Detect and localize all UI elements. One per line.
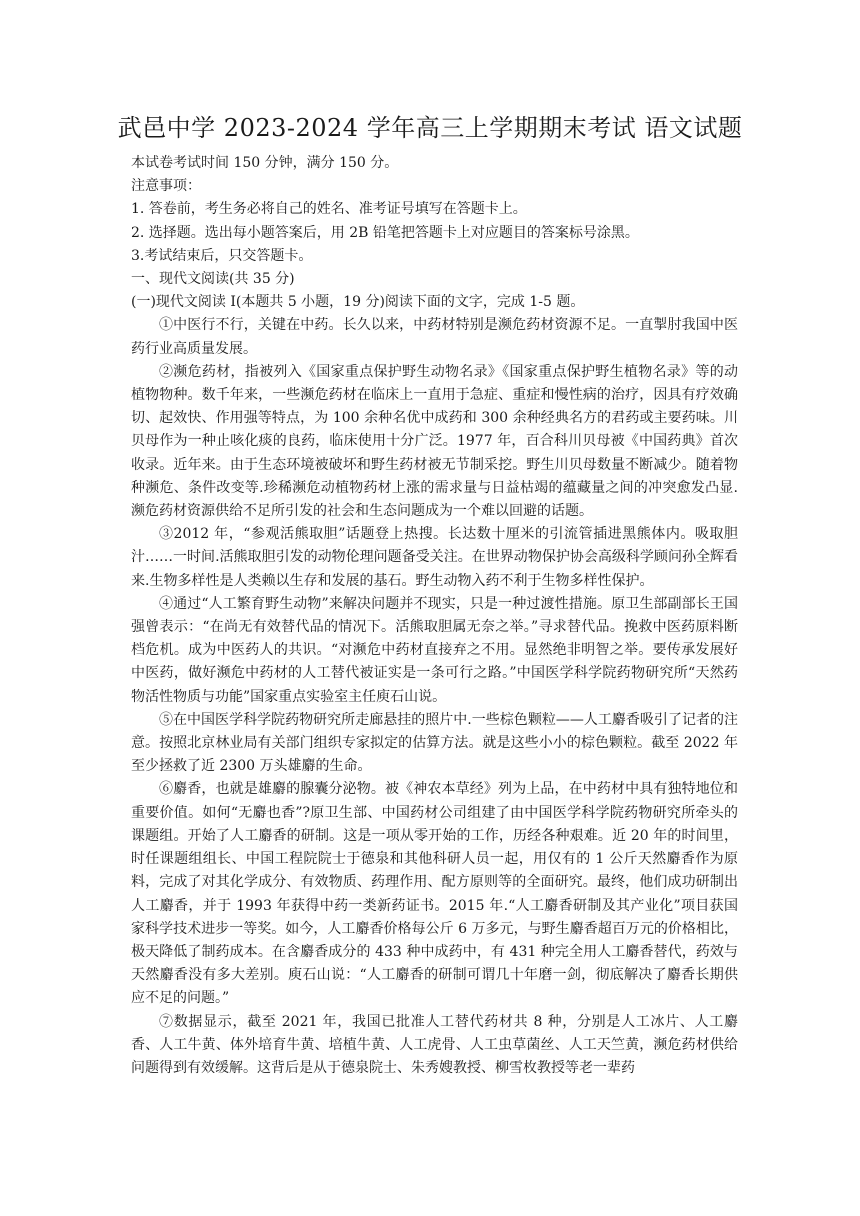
exam-intro: 本试卷考试时间 150 分钟，满分 150 分。 [131,155,399,171]
reading-paragraph: ②濒危药材，指被列入《国家重点保护野生动物名录》《国家重点保护野生植物名录》等的动植物物种。数千年来，一些濒危药材在临床上一直用于急症、重症和慢性病的治疗，因具有疗效确切、起效快、作用强等特点，为 100 余种名优中成药和 300 余种经典名方的君药或主要药味。川贝母作为一种止咳化痰的良药，临床使用十分广泛。1977 年，百合科川贝母被《中国药典》首次收录。近年来。由于生态环境被破坏和野生药材被无节制采挖。野生川贝母数量不断减少。随着物种濒危、条件改变等.珍稀濒危动植物药材上涨的需求量与日益枯竭的蕴藏量之间的冲突愈发凸显.濒危药材资源供给不足所引发的社会和生态问题成为一个难以回避的话题。 [131,363,738,520]
notice-item: 2. 选择题。选出每小题答案后，用 2B 铅笔把答题卡上对应题目的答案标号涂黑。 [131,224,639,241]
reading-paragraph: ④通过“人工繁育野生动物”来解决问题并不现实，只是一种过渡性措施。原卫生部副部长王国强曾表示：“在尚无有效替代品的情况下。活熊取胆属无奈之举。”寻求替代品。挽救中医药原料断档危机。成为中医药人的共识。“对濒危中药材直接弃之不用。显然绝非明智之举。要传承发展好中医药，做好濒危中药材的人工替代被证实是一条可行之路。”中国医学科学院药物研究所“天然药物活性物质与功能”国家重点实验室主任庾石山说。 [131,595,738,705]
document-body [131,152,738,1080]
reading-paragraph: ③2012 年，“参观活熊取胆”话题登上热搜。长达数十厘米的引流管插进黑熊体内。吸取胆汁……一时间.活熊取胆引发的动物伦理问题备受关注。在世界动物保护协会高级科学顾问孙全辉看来.生物多样性是人类赖以生存和发展的基石。野生动物入药不利于生物多样性保护。 [131,526,738,589]
notice-heading: 注意事项： [131,178,201,195]
page-title: 武邑中学 2023-2024 学年高三上学期期末考试 语文试题 [117,114,743,142]
reading-paragraph: ⑦数据显示，截至 2021 年，我国已批准人工替代药材共 8 种，分别是人工冰片、人工麝香、人工牛黄、体外培育牛黄、培植牛黄、人工虎骨、人工虫草菌丝、人工天竺黄，濒危药材供给问题得到有效缓解。这背后是从于德泉院士、朱秀嫂教授、柳雪枚教授等老一辈药 [131,1013,738,1076]
notice-item: 1. 答卷前，考生务必将自己的姓名、准考证号填写在答题卡上。 [131,201,527,218]
reading-paragraph: ①中医行不行，关键在中药。长久以来，中药材特别是濒危药材资源不足。一直掣肘我国中医药行业高质量发展。 [131,317,738,357]
notice-item: 3.考试结束后，只交答题卡。 [131,247,313,264]
reading-paragraph: ⑤在中国医学科学院药物研究所走廊悬挂的照片中.一些棕色颗粒——人工麝香吸引了记者的注意。按照北京林业局有关部门组织专家拟定的估算方法。就是这些小小的棕色颗粒。截至 2022 年至少拯救了近 2300 万头雄麝的生命。 [131,711,738,775]
subsection-heading: (一)现代文阅读 I(本题共 5 小题，19 分)阅读下面的文字，完成 1-5 题。 [131,294,585,311]
reading-paragraph: ⑥麝香，也就是雄麝的腺囊分泌物。被《神农本草经》列为上品，在中药材中具有独特地位和重要价值。如何“无麝也香”?原卫生部、中国药材公司组建了由中国医学科学院药物研究所牵头的课题组。开始了人工麝香的研制。这是一项从零开始的工作，历经各种艰难。近 20 年的时间里，时任课题组组长、中国工程院院士于德泉和其他科研人员一起，用仅有的 1 公斤天然麝香作为原料，完成了对其化学成分、有效物质、药理作用、配方原则等的全面研究。最终，他们成功研制出人工麝香，并于 1993 年获得中药一类新药证书。2015 年.“人工麝香研制及其产业化”项目获国家科学技术进步一等奖。如今，人工麝香价格每公斤 6 万多元，与野生麝香超百万元的价格相比，极天降低了制药成本。在含麝香成分的 433 种中成药中，有 431 种完全用人工麝香替代，药效与天然麝香没有多大差别。庾石山说：“人工麝香的研制可谓几十年磨一剑，彻底解决了麝香长期供应不足的问题。” [131,781,738,1007]
section-heading: 一、现代文阅读(共 35 分) [131,271,295,288]
